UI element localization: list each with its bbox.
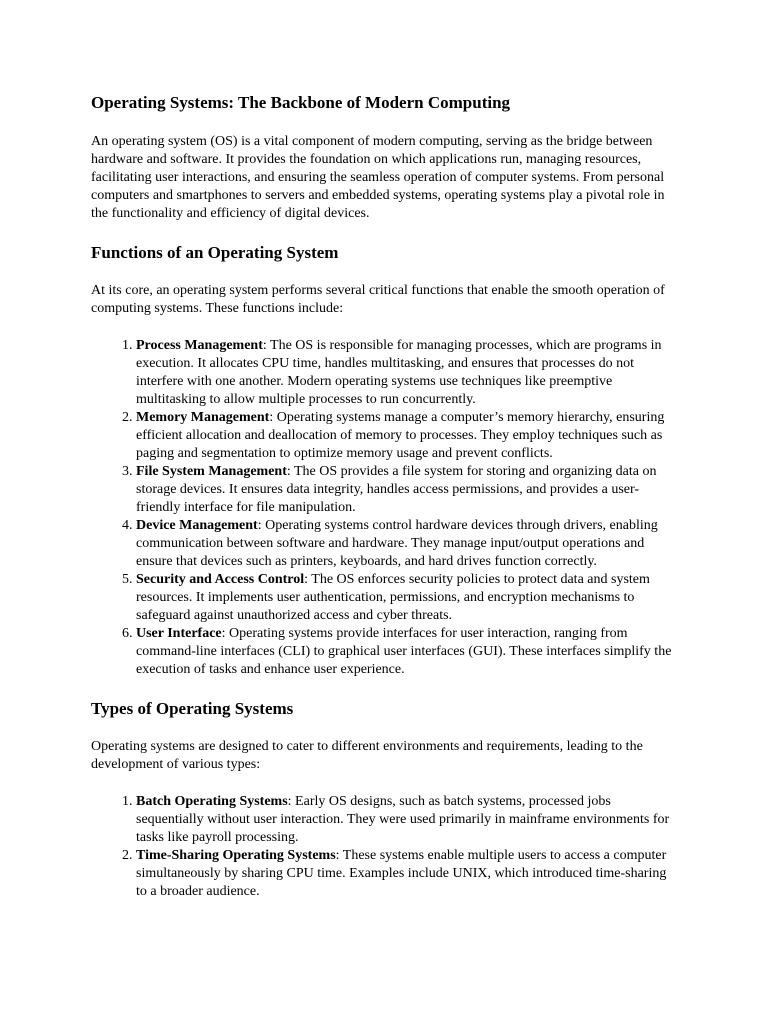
list-item-text: : The OS provides a file system for storing and organizing data on storage devices. It ensures data integrity, handles access permissions, and provides a user-friendly interface for file manipulation. <box>136 464 657 515</box>
list-item-term: User Interface <box>136 626 222 641</box>
types-intro-paragraph: Operating systems are designed to cater to different environments and requirements, leading to the development of various types: <box>91 739 643 772</box>
list-item <box>136 409 680 463</box>
list-item <box>136 793 680 847</box>
list-item-text: : The OS enforces security policies to protect data and system resources. It implements user authentication, permissions, and encryption mechanisms to safeguard against unauthorized access and cyber threats. <box>136 572 650 623</box>
intro-paragraph: An operating system (OS) is a vital component of modern computing, serving as the bridge between hardware and software. It provides the foundation on which applications run, managing resources, facilitating user interactions, and ensuring the seamless operation of computer systems. From personal computers and smartphones to servers and embedded systems, operating systems play a pivotal role in the functionality and efficiency of digital devices. <box>91 134 665 221</box>
list-item-term: Batch Operating Systems <box>136 794 288 809</box>
list-item <box>136 463 680 517</box>
list-item-term: Time-Sharing Operating Systems <box>136 848 336 863</box>
list-item <box>136 337 680 409</box>
functions-intro-paragraph: At its core, an operating system performs several critical functions that enable the smooth operation of computing systems. These functions include: <box>91 283 665 316</box>
list-item-term: Process Management <box>136 338 263 353</box>
list-item <box>136 847 680 901</box>
list-item <box>136 625 680 679</box>
list-item-text: : These systems enable multiple users to access a computer simultaneously by sharing CPU time. Examples include UNIX, which introduced time-sharing to a broader audience. <box>136 848 667 899</box>
list-item-term: File System Management <box>136 464 287 479</box>
list-item-text: : The OS is responsible for managing processes, which are programs in execution. It allocates CPU time, handles multitasking, and ensures that processes do not interfere with one another. Modern operating systems use techniques like preemptive multitasking to allow multiple processes to run concurrently. <box>136 338 662 407</box>
list-item-term: Device Management <box>136 518 258 533</box>
functions-heading: Functions of an Operating System <box>91 243 339 262</box>
list-item-text: : Operating systems provide interfaces for user interaction, ranging from command-line interfaces (CLI) to graphical user interfaces (GUI). These interfaces simplify the execution of tasks and enhance user experience. <box>136 626 672 677</box>
document-title: Operating Systems: The Backbone of Modern Computing <box>91 93 511 112</box>
list-item <box>136 517 680 571</box>
list-item-term: Security and Access Control <box>136 572 305 587</box>
list-item-text: : Early OS designs, such as batch systems, processed jobs sequentially without user interaction. They were used primarily in mainframe environments for tasks like payroll processing. <box>136 794 670 845</box>
functions-list <box>91 337 680 679</box>
list-item-text: : Operating systems control hardware devices through drivers, enabling communication between software and hardware. They manage input/output operations and ensure that devices such as printers, keyboards, and hard drives function correctly. <box>136 518 658 569</box>
types-heading: Types of Operating Systems <box>91 699 294 718</box>
list-item-term: Memory Management <box>136 410 270 425</box>
list-item <box>136 571 680 625</box>
list-item-text: : Operating systems manage a computer’s memory hierarchy, ensuring efficient allocation and deallocation of memory to processes. They employ techniques such as paging and segmentation to optimize memory usage and prevent conflicts. <box>136 410 665 461</box>
types-list <box>91 793 680 901</box>
